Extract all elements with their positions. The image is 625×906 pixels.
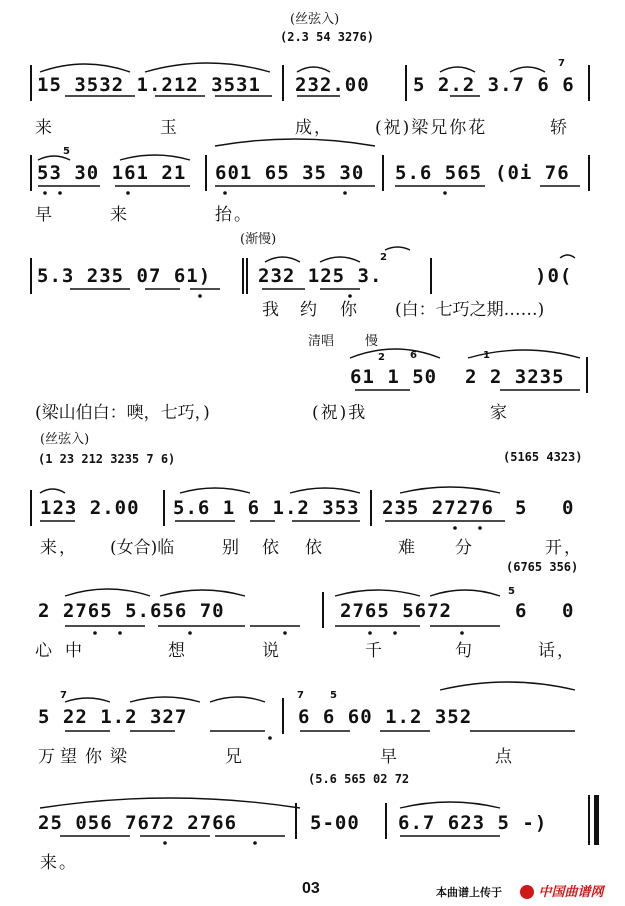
barline <box>242 258 244 294</box>
octave-dot <box>43 191 47 195</box>
tempo-marking: (丝弦入) <box>40 432 90 447</box>
slur <box>265 257 300 262</box>
octave-dot <box>478 526 482 530</box>
melody-notes: 61 1 50 <box>350 366 438 388</box>
octave-dot <box>93 631 97 635</box>
slur <box>440 682 575 690</box>
melody-notes: 2765 5672 <box>340 600 452 622</box>
barline <box>405 65 407 101</box>
octave-dot <box>223 191 227 195</box>
slur <box>130 697 200 702</box>
slur <box>40 64 130 72</box>
slur <box>180 488 250 493</box>
lyric: 难 <box>398 538 417 558</box>
grace-note: 6 <box>410 350 417 361</box>
slur <box>120 155 190 160</box>
barline <box>370 490 372 526</box>
lyric: 早 <box>380 747 399 767</box>
octave-dot <box>58 191 62 195</box>
tempo-marking: (丝弦入) <box>290 12 340 27</box>
octave-dot <box>453 526 457 530</box>
grace-note: 7 <box>558 58 565 69</box>
melody-notes: 15 3532 1.212 3531 <box>37 74 261 96</box>
slur <box>290 488 360 493</box>
barline <box>295 803 297 839</box>
octave-dot <box>198 294 202 298</box>
melody-notes: 5 2.2 3.7 6 6 <box>413 74 575 96</box>
lyric: 约 <box>300 300 319 320</box>
octave-dot <box>443 191 447 195</box>
slur <box>400 802 500 808</box>
grace-note: 5 <box>330 690 337 701</box>
octave-dot <box>253 841 257 845</box>
lyric: 中 <box>65 641 84 661</box>
grace-note: 7 <box>297 690 304 701</box>
lyric: 来， <box>40 538 78 558</box>
lyric: 我 <box>262 300 281 320</box>
lyric: 来 <box>35 118 54 138</box>
slur <box>145 63 270 72</box>
barline <box>430 258 432 294</box>
lyric: 来 <box>110 205 129 225</box>
lyric: 依 <box>305 538 324 558</box>
lyric: (女合)临 <box>110 538 175 558</box>
slur <box>400 487 500 493</box>
barline <box>282 698 284 734</box>
lyric: 说 <box>262 641 281 661</box>
final-barline-thin <box>588 795 590 845</box>
logo-icon <box>520 885 534 899</box>
grace-note: 7 <box>60 690 67 701</box>
intro-notes: (1 23 212 3235 7 6) <box>38 452 176 466</box>
lyric: (祝)梁兄你花 <box>375 118 488 138</box>
slur <box>215 139 375 146</box>
barline <box>586 357 588 393</box>
melody-notes: 2 2765 5.656 70 <box>38 600 225 622</box>
slur <box>297 67 330 72</box>
melody-notes: 235 27276 <box>382 497 494 519</box>
barline <box>30 258 32 294</box>
melody-notes: 6.7 623 5 -) <box>398 812 548 834</box>
lyric: (白：七巧之期……) <box>395 300 545 320</box>
barline <box>588 155 590 191</box>
melody-notes: 5.6 1 6 1.2 353 <box>173 497 360 519</box>
melody-notes: 0 <box>562 497 575 519</box>
slur <box>560 255 575 258</box>
lyric: 兄 <box>225 747 244 767</box>
slur <box>440 67 475 72</box>
lyric: 依 <box>262 538 281 558</box>
lyric: 千 <box>365 641 384 661</box>
slur <box>320 257 360 262</box>
lyric: 开， <box>545 538 583 558</box>
melody-notes: )0( <box>535 265 573 287</box>
lyric: 望 <box>60 747 79 767</box>
slur <box>510 67 545 72</box>
melody-notes: 6 6 60 1.2 352 <box>298 706 473 728</box>
page-number: 03 <box>302 880 320 897</box>
tempo-marking: (渐慢) <box>240 232 277 247</box>
melody-notes: 5 22 1.2 327 <box>38 706 188 728</box>
barline <box>205 155 207 191</box>
melody-notes: (0i 76 <box>495 162 570 184</box>
lyric: 轿 <box>550 118 569 138</box>
barline <box>385 803 387 839</box>
upload-note: 本曲谱上传于 <box>436 886 502 899</box>
melody-notes: 5-00 <box>310 812 360 834</box>
tempo-marking: 清唱 <box>308 334 335 349</box>
lyric: 分 <box>455 538 474 558</box>
melody-notes: 53 30 161 21 <box>37 162 187 184</box>
grace-note: 5 <box>63 146 70 157</box>
barline <box>30 155 32 191</box>
lyric: 玉 <box>160 118 179 138</box>
lyric: 家 <box>490 403 509 423</box>
barline <box>588 65 590 101</box>
melody-notes: 5.3 235 07 61) <box>37 265 212 287</box>
grace-note: 5 <box>508 586 515 597</box>
slur <box>65 698 110 702</box>
octave-dot <box>343 191 347 195</box>
lyric: 抬。 <box>215 205 253 225</box>
barline <box>282 65 284 101</box>
octave-dot <box>460 631 464 635</box>
lyric: 来。 <box>40 853 78 873</box>
grace-note: 2 <box>380 252 387 263</box>
lyric: 成， <box>295 118 333 138</box>
melody-notes: 601 65 35 30 <box>215 162 365 184</box>
melody-notes: 232 125 3. <box>258 265 383 287</box>
slur <box>335 590 420 596</box>
lyric: 你 <box>340 300 359 320</box>
melody-notes: 232.00 <box>295 74 370 96</box>
lyric: 别 <box>222 538 241 558</box>
intro-notes: (5165 4323) <box>503 450 583 464</box>
melody-notes: 2 2 3235 <box>465 366 565 388</box>
slur <box>160 590 245 596</box>
slur <box>40 489 65 493</box>
lyric: 你 <box>85 747 104 767</box>
octave-dot <box>393 631 397 635</box>
site-logo <box>520 881 603 901</box>
octave-dot <box>126 191 130 195</box>
slur <box>65 589 150 596</box>
lyric: 话， <box>538 641 576 661</box>
octave-dot <box>118 631 122 635</box>
slur <box>40 798 300 808</box>
barline <box>30 65 32 101</box>
melody-notes: 0 <box>562 600 575 622</box>
lyric: 句 <box>455 641 474 661</box>
barline <box>322 592 324 628</box>
octave-dot <box>283 631 287 635</box>
slur <box>210 697 265 702</box>
octave-dot <box>163 841 167 845</box>
barline <box>163 490 165 526</box>
melody-notes: 123 2.00 <box>40 497 140 519</box>
lyric: 早 <box>35 205 54 225</box>
lyric: (祝)我 <box>312 403 368 423</box>
tempo-marking: 慢 <box>365 334 379 349</box>
octave-dot <box>268 736 272 740</box>
intro-notes: (2.3 54 3276) <box>280 30 374 44</box>
barline <box>382 155 384 191</box>
lyric: (梁山伯白：噢，七巧，) <box>35 403 210 423</box>
slur <box>385 247 410 250</box>
slur <box>430 590 500 596</box>
grace-note: 2 <box>378 352 385 363</box>
grace-note: 1 <box>483 350 490 361</box>
melody-notes: 5.6 565 <box>395 162 483 184</box>
melody-notes: 5 <box>515 497 528 519</box>
lyric: 梁 <box>110 747 129 767</box>
logo-text: 中国曲谱网 <box>538 885 604 900</box>
lyric: 万 <box>38 747 57 767</box>
final-barline-thick <box>594 795 599 845</box>
octave-dot <box>368 631 372 635</box>
octave-dot <box>188 631 192 635</box>
lyric: 想 <box>168 641 187 661</box>
melody-notes: 6 <box>515 600 528 622</box>
intro-notes: (5.6 565 02 72 <box>308 772 410 786</box>
barline <box>30 490 32 526</box>
intro-notes: (6765 356) <box>506 560 579 574</box>
lyric: 心 <box>35 641 54 661</box>
barline <box>246 258 248 294</box>
lyric: 点 <box>495 747 514 767</box>
slur <box>350 349 440 358</box>
melody-notes: 25 056 7672 2766 <box>38 812 238 834</box>
